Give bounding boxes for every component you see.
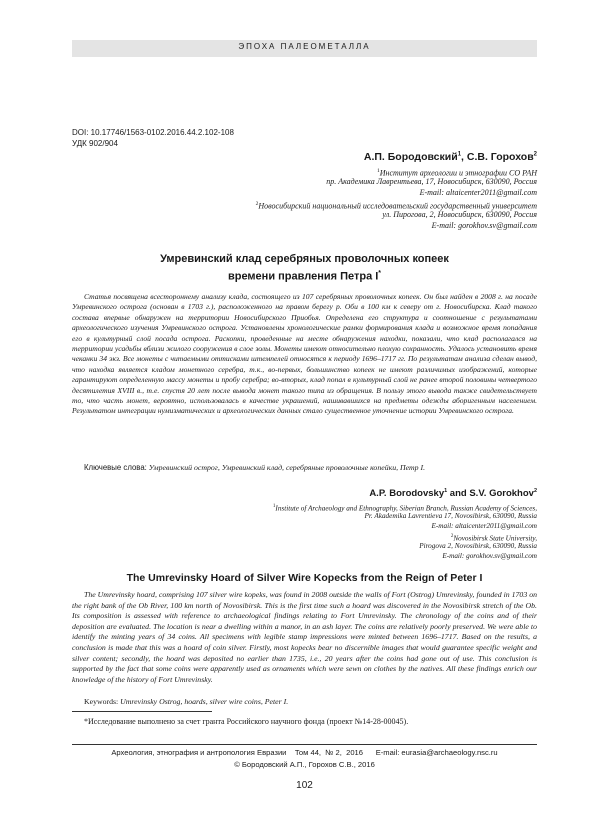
en-affiliation-text: Pirogova 2, Novosibirsk, 630090, Russia xyxy=(419,542,537,550)
en-author-1-mark: 1 xyxy=(444,488,448,494)
section-header-title: ЭПОХА ПАЛЕОМЕТАЛЛА xyxy=(238,42,371,51)
ru-email-text: E-mail: gorokhov.sv@gmail.com xyxy=(431,221,537,230)
page-number: 102 xyxy=(296,780,313,791)
ru-author-separator: , xyxy=(461,151,467,163)
en-author-2: S.V. Gorokhov xyxy=(469,488,534,500)
ru-keywords-label: Ключевые слова: xyxy=(84,463,147,472)
en-keywords xyxy=(84,697,288,706)
ru-affiliation-text: Институт археологии и этнографии СО РАН xyxy=(379,168,537,178)
journal-year: 2016 xyxy=(346,748,364,757)
journal-footer xyxy=(72,748,537,757)
ru-author-2-mark: 2 xyxy=(533,151,537,158)
ru-abstract: Статья посвящена всестороннему анализу клада, состоящего из 107 серебряных проволочных копеек. Он был найден в 2008 г. на посаде Умревинского острога (основан в 1703 г.), расположенного на правом берегу р. Оби в 100 км к северу от г. Новосибирска. Клад такого состава впервые обнаружен на территории Новосибирского Приобья. Определена его структура и соотношение с результатами археологического изучения Умревинского острога. Установлены хронологические рамки формирования клада и возможное время попадания его в культурный слой посада острога. Раскопки, проведенные на месте обнаружения находки, показали, что клад располагался на территории усадьбы вблизи жилого сооружения в слое золы. Монеты имеют относительно плохую сохранность. Удалось установить время чеканки 34 экз. Все монеты с читаемыми оттисками штемпелей относятся к периоду 1696–1717 гг. По результатам анализа сделан вывод, что находка является кладом монетного серебра, т.к., во-первых, большинство копеек не имеют различимых изображений, которые гарантируют определенную массу монеты и пробу серебра; во-вторых, клад попал в культурный слой не ранее второй половины четвертого десятилетия XVIII в., т.е. спустя 20 лет после вывода монет такого типа из обращения. В пользу этого вывода также свидетельствует то, что часть монет, вероятно, использовалась в качестве украшений, нашивавшихся на предметы одежды аборигенным населением. Результатом интеграции нумизматических и археологических данных стало существенное уточнение истории Умревинского острога. xyxy=(72,292,537,416)
ru-affiliation-line xyxy=(382,210,537,221)
en-email-text: E-mail: altaicenter2011@gmail.com xyxy=(431,522,537,530)
ru-keywords-value: Умревинский острог, Умревинский клад, серебряные проволочные копейки, Петр I. xyxy=(148,463,426,472)
udk: УДК 902/904 xyxy=(72,139,118,148)
ru-affiliation-text: пр. Академика Лаврентьева, 17, Новосибирск, 630090, Россия xyxy=(326,177,537,186)
en-affiliation-email xyxy=(442,552,537,562)
journal-email: E-mail: eurasia@archaeology.nsc.ru xyxy=(375,748,498,757)
en-affiliation-email xyxy=(432,522,538,532)
en-affiliation-mark: 2 xyxy=(450,534,454,539)
en-author-separator: and xyxy=(447,488,470,500)
footer-rule xyxy=(72,744,537,745)
en-abstract: The Umrevinsky hoard, comprising 107 silver wire kopeks, was found in 2008 outside the walls of Fort (Ostrog) Umrevinsky, founded in 1703 on the right bank of the Ob River, 100 km north of Novosibirsk. This is the first time such a hoard was discovered in the Novosibirsk stretch of the Ob. Its composition is assessed with reference to archaeological findings relating to Fort Umrevinsky. The chronology of the coins and of their deposition are evaluated. The location is near a dwelling within a manor, in an ash layer. The coins are relatively poorly preserved. We were able to identify the minting years of 34 coins. All specimens with legible stamp impressions were minted between 1696–1717. Based on the results, a conclusion is made that this was a hoard of coin silver. Firstly, most kopecks bear no discernible images that would guarantee specific weight and silver content; secondly, the hoard was deposited no earlier than 1735, i.e., 20 years after the coins had gone out of use. This conclusion is supported by the fact that some coins were apparently used as ornaments which were sewn on clothes by the natives. All these findings enrich our knowledge of the history of Fort Umrevinsky. xyxy=(72,590,537,684)
ru-author-2: С.В. Горохов xyxy=(466,151,534,163)
footnote-rule xyxy=(72,711,212,712)
ru-title-line-1: Умревинский клад серебряных проволочных копеек xyxy=(160,253,449,265)
ru-email-text: E-mail: altaicenter2011@gmail.com xyxy=(419,188,537,197)
ru-affiliation-email xyxy=(420,188,537,199)
en-email-text: E-mail: gorokhov.sv@gmail.com xyxy=(442,552,537,560)
en-affiliation-text: Novosibirsk State University, xyxy=(453,534,537,543)
en-affiliation-line xyxy=(365,512,537,522)
copyright: © Бородовский А.П., Горохов С.В., 2016 xyxy=(234,760,375,769)
ru-author-1-mark: 1 xyxy=(457,151,462,158)
ru-affiliation-mark: 1 xyxy=(376,168,380,174)
en-authors xyxy=(369,488,537,499)
journal-issue: № 2, xyxy=(325,748,342,757)
ru-title-footnote-mark: * xyxy=(378,270,382,277)
journal-name: Археология, этнография и антропология Евразии xyxy=(111,748,287,757)
en-affiliation-mark: 1 xyxy=(272,504,276,509)
ru-affiliation-text: ул. Пирогова, 2, Новосибирск, 630090, Россия xyxy=(382,210,537,219)
en-title: The Umrevinsky Hoard of Silver Wire Kopecks from the Reign of Peter I xyxy=(126,572,483,584)
en-author-1: A.P. Borodovsky xyxy=(369,488,445,500)
ru-affiliation-text: Новосибирский национальный исследовательский государственный университет xyxy=(258,201,537,211)
doi: DOI: 10.17746/1563-0102.2016.44.2.102-108 xyxy=(72,128,234,137)
ru-title-text: времени правления Петра I xyxy=(227,270,379,283)
funding-footnote: *Исследование выполнено за счет гранта Российского научного фонда (проект №14-28-00045). xyxy=(84,717,409,726)
ru-title-line-2 xyxy=(72,267,537,284)
ru-affiliation-line xyxy=(326,177,537,188)
en-affiliation-line xyxy=(419,542,537,552)
ru-affiliation-mark: 2 xyxy=(255,201,259,207)
en-keywords-value: Umrevinsky Ostrog, hoards, silver wire coins, Peter I. xyxy=(120,697,289,706)
en-author-2-mark: 2 xyxy=(533,488,537,494)
en-keywords-label: Keywords: xyxy=(84,697,119,706)
ru-authors xyxy=(364,151,537,163)
ru-keywords xyxy=(84,463,425,472)
en-affiliation-text: Institute of Archaeology and Ethnography, Siberian Branch, Russian Academy of Sciences, xyxy=(275,504,537,513)
journal-volume: Том 44, xyxy=(294,748,322,757)
en-affiliation-text: Pr. Akademika Lavrentieva 17, Novosibirsk, 630090, Russia xyxy=(364,512,537,520)
ru-author-1: А.П. Бородовский xyxy=(363,151,458,163)
ru-affiliation-email xyxy=(432,221,537,232)
